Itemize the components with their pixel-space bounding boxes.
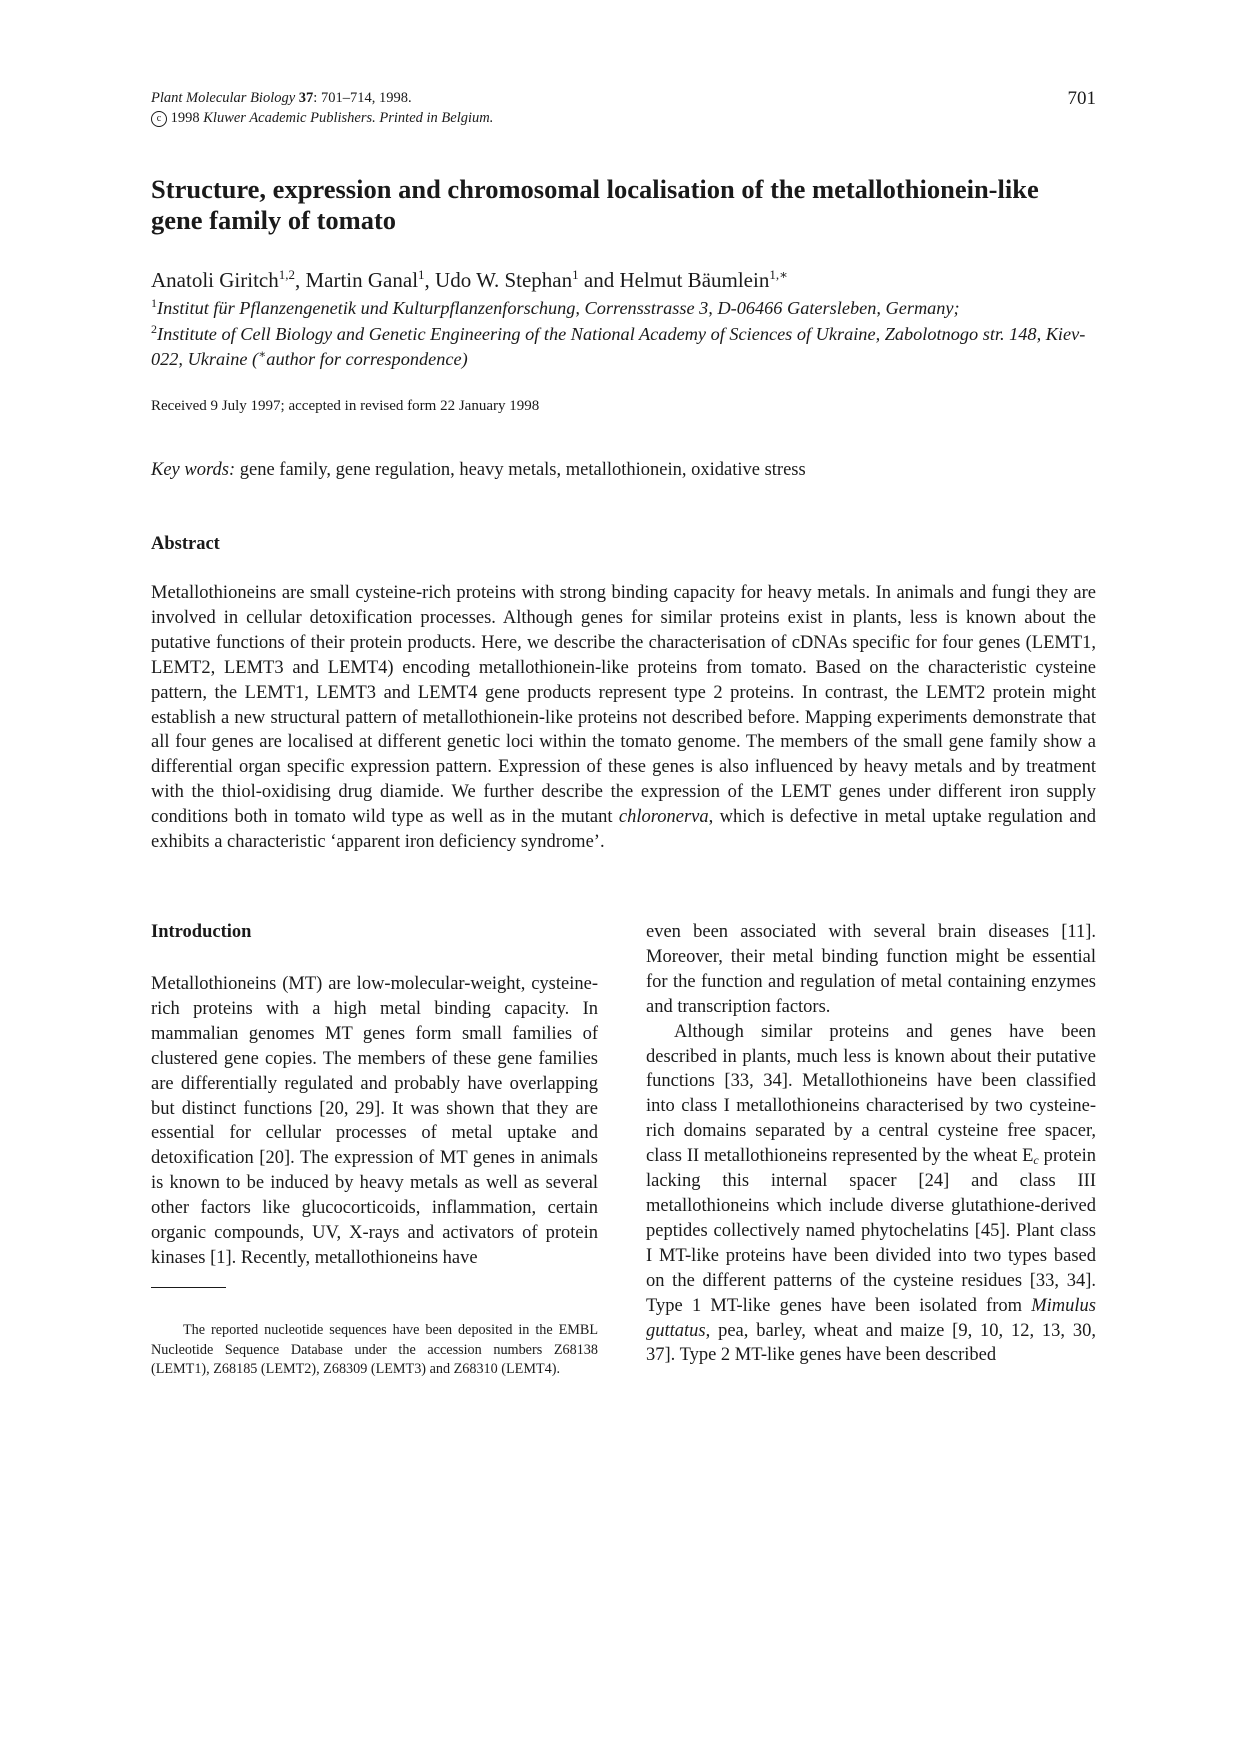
affiliation-text: Institute of Cell Biology and Genetic Engineering of the National Academy of Sciences of Ukraine, Zabolotnogo str. 148, Kiev-022, Ukraine ( [151,323,1086,369]
footnote-rule [151,1287,226,1288]
subscript: c [1033,1153,1039,1168]
intro-paragraph-1: Metallothioneins (MT) are low-molecular-weight, cysteine-rich proteins with a high metal binding capacity. In mammalian genomes MT genes form small families of clustered gene copies. The members of these gene families are differentially regulated and probably have overlapping but distinct functions [20, 29]. It was shown that they are essential for cellular processes of metal uptake and detoxification [20]. The expression of MT genes in animals is known to be induced by heavy metals as well as several other factors like glucocorticoids, inflammation, certain organic compounds, UV, X-rays and activators of protein kinases [1]. Recently, metallothioneins have [151,974,598,1268]
species-name: Mimulus guttatus [646,1295,1096,1341]
author-affiliation-marker: 1,∗ [769,267,788,282]
affiliation-text: Institut für Pflanzengenetik und Kulturpflanzenforschung, Corrensstrasse 3, D-06466 Gatersleben, Germany; [157,298,960,318]
keywords-label: Key words: [151,460,236,480]
journal-pages: : 701–714, 1998. [313,90,412,106]
journal-volume: 37 [298,90,314,106]
footnote: The reported nucleotide sequences have been deposited in the EMBL Nucleotide Sequence Database under the accession numbers Z68138 (LEMT1), Z68185 (LEMT2), Z68309 (LEMT3) and Z68310 (LEMT4). [151,1322,598,1377]
abstract-heading: Abstract [151,534,220,554]
copyright-icon: c [151,111,167,127]
author-name: , Udo W. Stephan [424,268,573,292]
affiliation-marker: 2 [151,321,157,336]
copyright-line [151,108,1096,128]
author-name: , Martin Ganal [294,268,419,292]
affiliation-1 [151,296,1096,322]
author-affiliation-marker: 1,2 [278,267,295,282]
page-number: 701 [1067,88,1096,109]
author-name: and Helmut Bäumlein [578,268,770,292]
affiliation-2 [151,322,1096,373]
abstract-text [151,581,1096,855]
paper-title: Structure, expression and chromosomal localisation of the metallothionein-like gene family of tomato [151,174,1039,235]
intro-paragraph-continued: even been associated with several brain diseases [11]. Moreover, their metal binding function might be essential for the function and regulation of metal containing enzymes and transcription factors. [646,922,1096,1017]
author-list [151,267,1096,293]
para-span: protein lacking this internal spacer [24] and class III metallothioneins which include diverse glutathione-derived peptides collectively named phytochelatins [45]. Plant class I MT-like proteins have been divided into two types based on the different patterns of the cysteine residues [33, 34]. Type 1 MT-like genes have been isolated from [646,1146,1096,1316]
journal-citation [151,88,1096,108]
author-name: Anatoli Giritch [151,268,279,292]
abstract-span: Metallothioneins are small cysteine-rich proteins with strong binding capacity for heavy metals. In animals and fungi they are involved in cellular detoxification processes. Although genes for similar proteins exist in plants, less is known about the putative functions of their protein products. Here, we describe the characterisation of cDNAs specific for four genes (LEMT1, LEMT2, LEMT3 and LEMT4) encoding metallothionein-like proteins from tomato. Based on the characteristic cysteine pattern, the LEMT1, LEMT3 and LEMT4 gene products represent type 2 proteins. In contrast, the LEMT2 protein might establish a new structural pattern of metallothionein-like proteins not described before. Mapping experiments demonstrate that all four genes are localised at different genetic loci within the tomato genome. The members of the small gene family show a differential organ specific expression pattern. Expression of these genes is also influenced by heavy metals and by treatment with the thiol-oxidising drug diamide. We further describe the expression of the LEMT genes under different iron supply conditions both in tomato wild type as well as in the mutant [151,583,1096,828]
copyright-year: 1998 [167,110,204,126]
para-span: Although similar proteins and genes have been described in plants, much less is known about their putative functions [33, 34]. Metallothioneins have been classified into class I metallothioneins characterised by two cysteine-rich domains separated by a central cysteine free spacer, class II metallothioneins represented by the wheat E [646,1021,1096,1167]
para-span: , pea, barley, wheat and maize [9, 10, 12, 13, 30, 37]. Type 2 MT-like genes have been described [646,1320,1096,1366]
author-affiliation-marker: 1 [418,267,425,282]
affiliation-marker: 1 [151,296,157,310]
right-column [646,920,1096,1368]
intro-paragraph-2 [646,1020,1096,1369]
abstract-italic: chloronerva [618,807,709,828]
affiliations [151,296,1096,373]
author-affiliation-marker: 1 [572,267,579,282]
publisher: Kluwer Academic Publishers. Printed in Belgium. [203,110,494,126]
abstract-span: , which is defective in metal uptake regulation and exhibits a characteristic ‘apparent iron deficiency syndrome’. [151,807,1097,853]
journal-name: Plant Molecular Biology [151,90,296,106]
introduction-heading: Introduction [151,922,252,942]
keywords [151,458,806,482]
running-header [151,88,1096,132]
keywords-text: gene family, gene regulation, heavy metals, metallothionein, oxidative stress [235,460,806,480]
correspondence-note: author for correspondence) [266,349,468,369]
correspondence-marker: ∗ [258,347,267,361]
left-column [151,920,598,1271]
received-dates: Received 9 July 1997; accepted in revised form 22 January 1998 [151,398,540,414]
